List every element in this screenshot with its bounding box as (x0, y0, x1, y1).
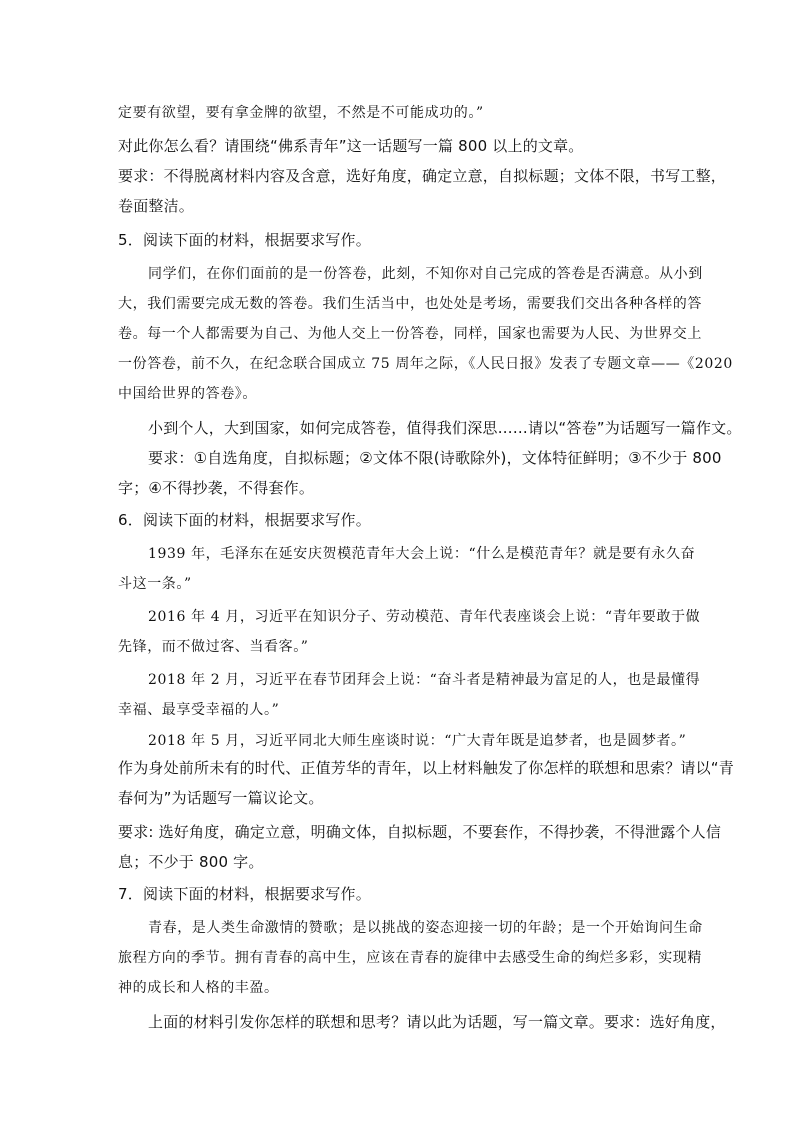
text-line: 2016 年 4 月，习近平在知识分子、劳动模范、青年代表座谈会上说：“青年要敢于做 (148, 609, 701, 625)
text-line: 青春，是人类生命激情的赞歌；是以挑战的姿态迎接一切的年龄；是一个开始询问生命 (148, 920, 703, 936)
text-line: 字；④不得抄袭，不得套作。 (118, 479, 315, 497)
text-line: 2018 年 5 月，习近平同北大师生座谈时说：“广大青年既是追梦者，也是圆梦者。” (148, 733, 687, 749)
text-line: 作为身处前所未有的时代、正值芳华的青年，以上材料触发了你怎样的联想和思索？请以“青 (118, 759, 734, 777)
text-line: 要求：不得脱离材料内容及含意，选好角度，确定立意，自拟标题；文体不限，书写工整， (118, 167, 727, 185)
question-heading: 6．阅读下面的材料，根据要求写作。 (118, 511, 371, 529)
text-line: 一份答卷，前不久，在纪念联合国成立 75 周年之际，《人民日报》发表了专题文章——《2020 (118, 356, 733, 372)
text-line: 卷。每一个人都需要为自己、为他人交上一份答卷，同样，国家也需要为人民、为世界交上 (118, 326, 702, 342)
text-line: 1939 年，毛泽东在延安庆贺模范青年大会上说：“什么是模范青年？就是要有永久奋 (148, 546, 696, 562)
text-line: 大，我们需要完成无数的答卷。我们生活当中，也处处是考场，需要我们交出各种各样的答 (118, 296, 702, 312)
text-line: 旅程方向的季节。拥有青春的高中生，应该在青春的旋律中去感受生命的绚烂多彩，实现精 (118, 950, 702, 966)
text-line: 卷面整洁。 (118, 197, 195, 215)
text-line: 息；不少于 800 字。 (118, 853, 264, 871)
text-line: 要求: 选好角度，确定立意，明确文体，自拟标题，不要套作，不得抄袭，不得泄露个人信 (118, 823, 722, 841)
text-line: 中国给世界的答卷》。 (118, 386, 257, 402)
text-line: 幸福、最享受幸福的人。” (118, 702, 280, 718)
text-line: 先锋，而不做过客、当看客。” (118, 639, 309, 655)
text-line: 春何为”为话题写一篇议论文。 (118, 789, 324, 807)
text-line: 对此你怎么看？请围绕“佛系青年”这一话题写一篇 800 以上的文章。 (118, 137, 584, 155)
text-line: 斗这一条。” (118, 576, 192, 592)
text-line: 上面的材料引发你怎样的联想和思考？请以此为话题，写一篇文章。要求：选好角度， (148, 1013, 726, 1031)
text-line: 神的成长和人格的丰盈。 (118, 980, 279, 996)
text-line: 同学们，在你们面前的是一份答卷，此刻，不知你对自己完成的答卷是否满意。从小到 (148, 266, 703, 282)
text-line: 要求：①自选角度，自拟标题；②文体不限(诗歌除外)，文体特征鲜明；③不少于 800 (148, 449, 722, 467)
text-line: 定要有欲望，要有拿金牌的欲望，不然是不可能成功的。” (118, 105, 484, 121)
text-line: 2018 年 2 月，习近平在春节团拜会上说：“奋斗者是精神最为富足的人，也是最懂得 (148, 672, 701, 688)
question-heading: 5．阅读下面的材料，根据要求写作。 (118, 231, 371, 249)
question-heading: 7．阅读下面的材料，根据要求写作。 (118, 885, 371, 903)
text-line: 小到个人，大到国家，如何完成答卷，值得我们深思……请以“答卷”为话题写一篇作文。 (148, 419, 742, 437)
